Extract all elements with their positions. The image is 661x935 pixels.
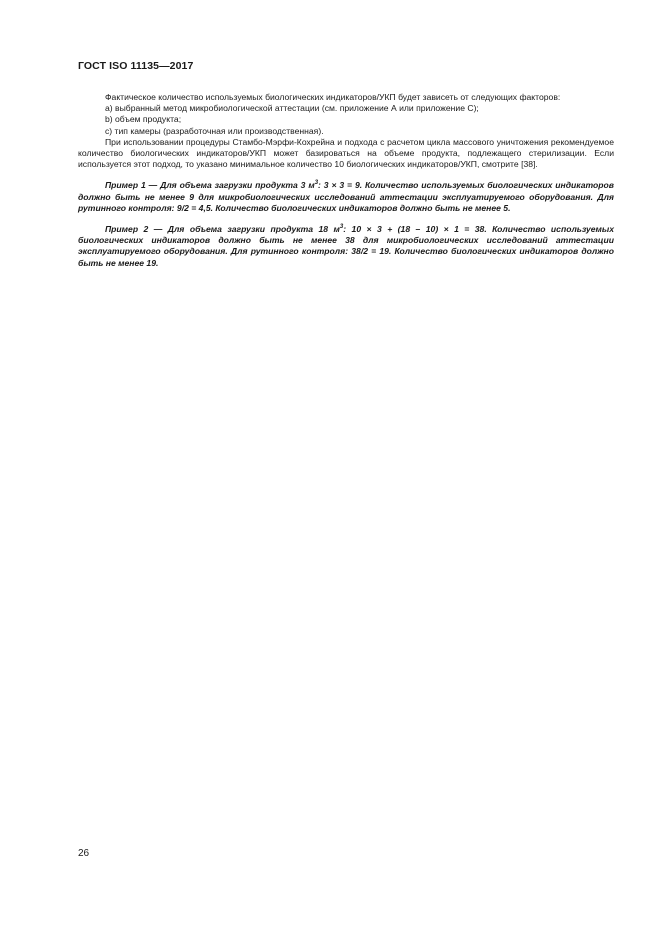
example-2-rest: : 10 × 3 + (18 – 10) × 1 = 38. Количество используемых биологических индикаторов должно быть не менее 38 для микробиологических исследований аттестации эксплуатируемого оборудования. Для рутинного контроля: 38/2 = 19. Количество биологических индикаторов должно быть не менее 19. (78, 224, 614, 268)
example-1-sup: 3 (314, 180, 319, 187)
example-1 (78, 180, 614, 214)
example-2-lead: Пример 2 — Для объема загрузки продукта 18 м (105, 224, 340, 235)
document-body (78, 92, 614, 269)
document-header: ГОСТ ISO 11135—2017 (78, 60, 194, 72)
example-2 (78, 224, 614, 269)
example-1-rest: : 3 × 3 = 9. Количество используемых биологических индикаторов должно быть не менее 9 для микробиологических исследований аттестации эксплуатируемого оборудования. Для рутинного контроля: 9/2 = 4,5. Количество биологических индикаторов должно быть не менее 5. (78, 180, 614, 213)
example-2-sup: 3 (339, 224, 344, 231)
factor-item-a: а) выбранный метод микробиологической аттестации (см. приложение А или приложение С); (105, 103, 479, 114)
page-number: 26 (78, 848, 90, 859)
example-1-text (78, 180, 614, 214)
factor-item-c: c) тип камеры (разработочная или производственная). (105, 125, 324, 136)
example-1-lead: Пример 1 — Для объема загрузки продукта 3 м (105, 180, 315, 191)
factor-item-b: b) объем продукта; (105, 114, 182, 125)
example-2-text (78, 224, 614, 269)
intro-paragraph: Фактическое количество используемых биологических индикаторов/УКП будет зависеть от следующих факторов: (105, 92, 561, 102)
method-paragraph: При использовании процедуры Стамбо-Мэрфи-Кохрейна и подхода с расчетом цикла массового уничтожения рекомендуемое количество биологических индикаторов/УКП может базироваться на объеме продукта, подлежащего стерилизации. Если используется этот подход, то указано минимальное количество 10 биологических индикаторов/УКП, смотрите [38]. (78, 136, 614, 170)
